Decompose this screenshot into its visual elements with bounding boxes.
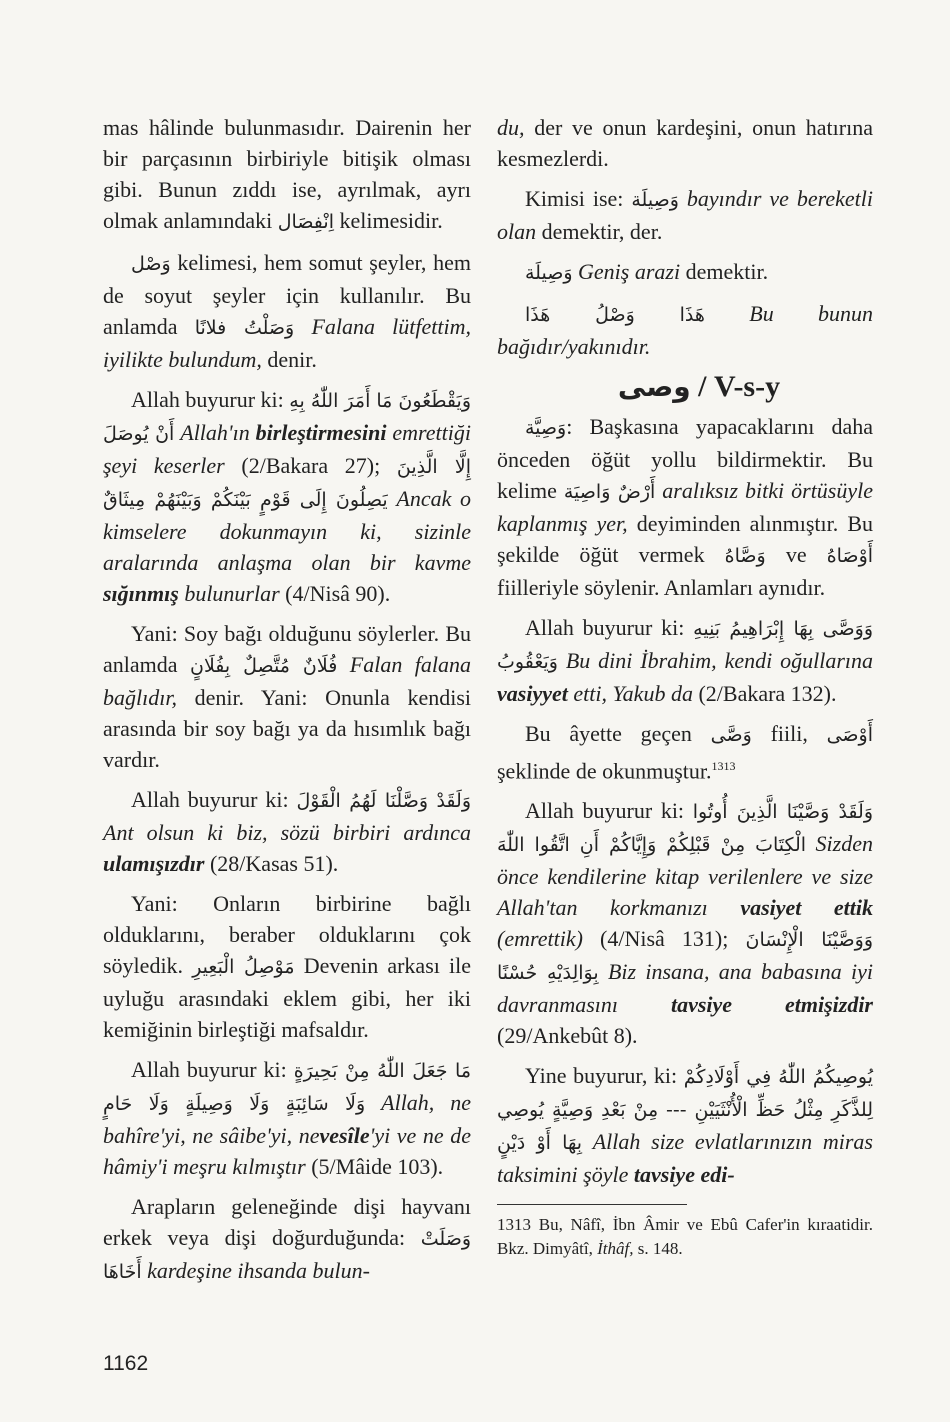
arabic-term: هَذَا وَصْلُ هَذَا	[525, 304, 705, 326]
text: der ve onun kardeşini, onun hatırına kesmezlerdi.	[497, 115, 873, 171]
arabic-term: اِنْفِصَال	[277, 211, 334, 233]
paragraph	[497, 298, 873, 362]
text: fiili,	[770, 721, 808, 746]
reference: (5/Mâide 103).	[311, 1154, 444, 1179]
emphasis: birleştirmesini	[255, 420, 387, 445]
text: kelimesi, hem somut şeyler, hem de soyut şeyler için kullanılır. Bu anlamda	[103, 250, 472, 339]
paragraph	[103, 1191, 471, 1288]
paragraph	[497, 795, 873, 1051]
footnote-rule	[497, 1204, 687, 1205]
text: deyiminden alınmıştır. Bu şekilde öğüt vermek	[497, 511, 873, 567]
arabic-term: وَصَّاهُ	[724, 545, 766, 567]
emphasis: tavsiye edi-	[633, 1162, 735, 1188]
translation: Allah'ın	[180, 420, 250, 445]
paragraph	[103, 618, 471, 775]
arabic-term: وَصِيلَة	[631, 189, 679, 211]
arabic-term: وَصَلْتُ فلانًا	[194, 317, 295, 339]
emphasis: tavsiye etmişizdir	[670, 992, 873, 1018]
paragraph	[497, 256, 873, 289]
translation: etti, Yakub da	[573, 681, 693, 706]
translation: Ant olsun ki biz, sözü birbiri ardınca	[103, 820, 471, 845]
arabic-term: أَوْصَى	[826, 724, 874, 746]
arabic-term: وَصْل	[131, 253, 171, 275]
paragraph	[103, 112, 471, 238]
arabic-verse: وَوَصَّى بِهَا إِبْرَاهِيمُ بَنِيهِ وَيَعْقُوبُ	[497, 618, 873, 673]
text: denir. Yani: Onunla kendisi arasında bir soy bağı ya da hısımlık bağı vardır.	[103, 685, 471, 772]
translation: Falan falana bağlıdır,	[103, 652, 471, 710]
text: Yine buyurur, ki:	[525, 1063, 678, 1089]
text: Arapların geleneğinde dişi hayvanı erkek veya dişi doğurduğunda:	[103, 1194, 471, 1250]
emphasis: ulamışızdır	[103, 851, 205, 876]
text: kelimesidir.	[339, 208, 443, 233]
arabic-verse: إِلَّا الَّذِينَ يَصِلُونَ إِلَى قَوْمٍ بَيْنَكُمْ وَبَيْنَهُمْ مِيثَاقٌ	[103, 456, 472, 511]
arabic-term: أَوْصَاهُ	[826, 545, 874, 567]
paragraph	[103, 384, 471, 609]
footnote-text: s. 148.	[637, 1239, 683, 1259]
translation: Allah, ne bahîre'yi, ne sâibe'yi, ne	[103, 1090, 472, 1148]
translation: emrettiği şeyi keserler	[103, 420, 471, 478]
text: Bu âyette geçen	[525, 721, 692, 746]
left-column	[103, 112, 471, 1297]
reference: (4/Nisâ 131);	[600, 926, 729, 952]
translation: aralıksız bitki örtüsüyle kaplanmış yer,	[497, 478, 874, 536]
emphasis: vasiyyet	[497, 681, 568, 706]
reference: (28/Kasas 51).	[209, 851, 339, 876]
translation: Falana lütfettim, iyilikte bulundum,	[103, 314, 472, 372]
text: Devenin arkası ile uyluğu arasındaki eklem gibi, her iki kemiğinin birleştiği mafsaldır.	[103, 953, 471, 1042]
footnote-marker: 1313	[711, 759, 736, 773]
arabic-term: أَرْضٌ وَاصِيَة	[563, 481, 656, 503]
translation: (emrettik)	[497, 926, 583, 952]
arabic-verse: وَلَقَدْ وَصَّيْنَا الَّذِينَ أُوتُوا الْكِتَابَ مِنْ قَبْلِكُمْ وَإِيَّاكُمْ أَنِ اتَّقُوا اللّٰهَ	[497, 801, 873, 857]
emphasis: vesîle	[319, 1123, 370, 1148]
right-column	[497, 112, 873, 1270]
reference: (4/Nisâ 90).	[285, 581, 391, 606]
translation: bayındır ve bereketli olan	[497, 186, 874, 244]
arabic-term: وَصِيَّة	[525, 417, 567, 439]
paragraph	[103, 247, 471, 375]
translation: du,	[497, 115, 525, 140]
translation: 'yi ve ne de hâmiy'i meşru kılmıştır	[103, 1123, 472, 1179]
arabic-verse: مَا جَعَلَ اللّٰهُ مِنْ بَحِيرَةٍ وَلَا سَائِبَةٍ وَلَا وَصِيلَةٍ وَلَا حَامٍ	[103, 1060, 471, 1115]
arabic-verse: وَوَصَّيْنَا الْإِنْسَانَ بِوَالِدَيْهِ حُسْنًا	[497, 929, 873, 985]
arabic-term: وَصَّى	[710, 724, 752, 746]
paragraph	[497, 718, 873, 786]
translation: Ancak o kimselere dokunmayın ki, sizinle aralarında anlaşma olan bir kavme	[103, 486, 472, 575]
text: denir.	[267, 347, 317, 372]
footnote-title: İthâf,	[597, 1239, 634, 1259]
paragraph	[497, 411, 873, 603]
paragraph	[103, 888, 471, 1045]
translation: kardeşine ihsanda bulun-	[147, 1258, 370, 1283]
paragraph	[497, 183, 873, 247]
footnote	[497, 1213, 873, 1261]
translation: bulunurlar	[184, 581, 280, 606]
reference: (2/Bakara 27);	[241, 453, 381, 478]
text: Yani: Onların birbirine bağlı olduklarını, beraber olduklarını çok söyledik.	[103, 891, 471, 978]
paragraph	[497, 1060, 873, 1190]
text: fiilleriyle söylenir. Anlamları aynıdır.	[497, 575, 826, 600]
arabic-term: وَصِيلَة	[525, 262, 573, 284]
translation: Bu dini İbrahim, kendi oğullarına	[565, 648, 873, 673]
text: şeklinde de okunmuştur.	[497, 758, 712, 784]
translation: Sizden önce kendilerine kitap verilenlere ve size Allah'tan korkmanızı	[497, 831, 873, 921]
emphasis: sığınmış	[103, 581, 179, 606]
text: Allah buyurur ki:	[525, 798, 685, 824]
page-number: 1162	[103, 1352, 149, 1375]
arabic-verse: يُوصِيكُمُ اللّٰهُ فِي أَوْلَادِكُمْ لِلذَّكَرِ مِثْلُ حَظِّ الْأُنْثَيَيْنِ --- مِنْ بَعْدِ وَصِيَّةٍ يُوصِي بِهَا أَوْ دَيْنٍ	[497, 1066, 874, 1155]
text: demektir, der.	[541, 219, 663, 244]
section-heading	[497, 371, 873, 402]
text: Allah buyurur ki:	[525, 615, 685, 640]
text: mas hâlinde bulunmasıdır. Dairenin her bir parçasının birbiriyle bitişik olması gibi. Bunun zıddı ise, ayrılmak, ayrı olmak anlamındaki	[103, 115, 471, 233]
text: Kimisi ise:	[525, 186, 624, 211]
arabic-root: وصى	[617, 370, 691, 403]
text: ve	[785, 542, 807, 567]
translation: Geniş arazi	[578, 259, 681, 284]
paragraph	[497, 612, 873, 709]
text: Yani: Soy bağı olduğunu söylerler. Bu anlamda	[103, 621, 471, 677]
text: Allah buyurur ki:	[131, 1057, 287, 1082]
translation: Bu bunun bağıdır/yakınıdır.	[497, 301, 873, 359]
text: Allah buyurur ki:	[131, 787, 289, 812]
translation: Biz insana, ana babasına iyi davranmasını	[497, 959, 873, 1018]
arabic-term: وَصَلَتْ أَخَاهَا	[103, 1228, 472, 1283]
paragraph	[497, 112, 873, 174]
reference: (29/Ankebût 8).	[497, 1023, 638, 1049]
reference: (2/Bakara 132).	[698, 681, 837, 706]
text: : Başkasına yapacaklarını daha önceden öğüt yollu bildirmektir. Bu kelime	[497, 414, 873, 503]
emphasis: vasiyet ettik	[740, 895, 874, 921]
translation: Allah size evlatlarınızın miras taksimini şöyle	[497, 1129, 873, 1188]
paragraph	[103, 784, 471, 879]
arabic-verse: وَيَقْطَعُونَ مَا أَمَرَ اللّٰهُ بِهِ أَنْ يُوصَلَ	[103, 390, 472, 445]
text: demektir.	[685, 259, 769, 284]
arabic-verse: وَلَقَدْ وَصَّلْنَا لَهُمُ الْقَوْلَ	[296, 790, 472, 812]
paragraph	[103, 1054, 471, 1182]
footnote-text: 1313 Bu, Nâfî, İbn Âmir ve Ebû Cafer'in kıraatidir. Bkz. Dimyâtî,	[497, 1215, 873, 1259]
arabic-term: مَوْصِلُ الْبَعِيرِ	[192, 956, 295, 978]
heading-text: / V-s-y	[698, 370, 781, 403]
text: Allah buyurur ki:	[131, 387, 284, 412]
arabic-term: فُلَانٌ مُتَّصِلٌ بِفُلَانٍ	[189, 655, 338, 677]
